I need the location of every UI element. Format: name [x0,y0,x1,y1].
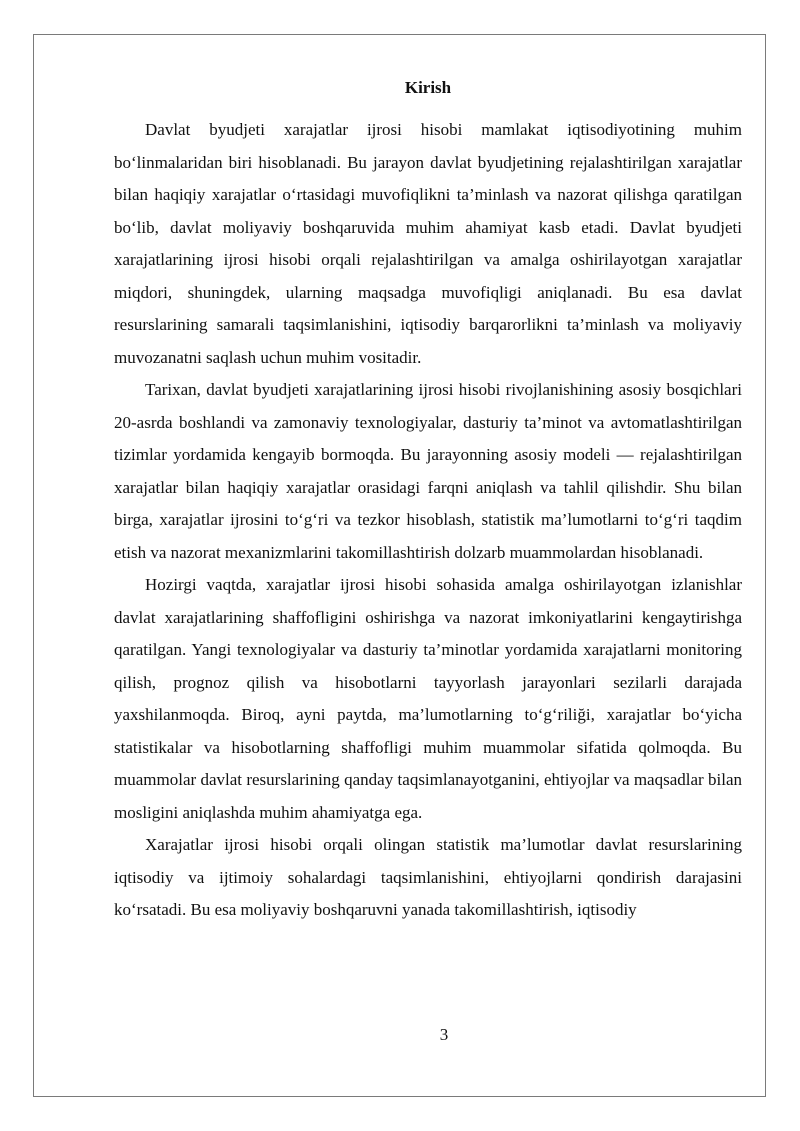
document-title: Kirish [404,78,452,97]
paragraph-1: Davlat byudjeti xarajatlar ijrosi hisobi mamlakat iqtisodiyotining muhim bo‘linmalaridan biri hisoblanadi. Bu jarayon davlat byudjetining rejalashtirilgan xarajatlar bilan haqiqiy xarajatlar o‘rtasidagi muvofiqlikni ta’minlash va nazorat qilishga qaratilgan bo‘lib, davlat moliyaviy boshqaruvida muhim ahamiyat kasb etadi. Davlat byudjeti xarajatlarining ijrosi hisobi orqali rejalashtirilgan va amalga oshirilayotgan xarajatlar miqdori, shuningdek, ularning maqsadga muvofiqligi aniqlanadi. Bu esa davlat resurslarining samarali taqsimlanishini, iqtisodiy barqarorlikni ta’minlash va moliyaviy muvozanatni saqlash uchun muhim vositadir. [114,120,742,367]
paragraph-3: Hozirgi vaqtda, xarajatlar ijrosi hisobi sohasida amalga oshirilayotgan izlanishlar davlat xarajatlarining shaffofligini oshirishga va nazorat imkoniyatlarini kengaytirishga qaratilgan. Yangi texnologiyalar va dasturiy ta’minotlar yordamida xarajatlarni monitoring qilish, prognoz qilish va hisobotlarni tayyorlash jarayonlari sezilarli darajada yaxshilanmoqda. Biroq, ayni paytda, ma’lumotlarning to‘g‘riliği, xarajatlar bo‘yicha statistikalar va hisobotlarning shaffofligi muhim muammolar sifatida qolmoqda. Bu muammolar davlat resurslarining qanday taqsimlanayotganini, ehtiyojlar va maqsadlar bilan mosligini aniqlashda muhim ahamiyatga ega. [114,575,742,822]
paragraph-4: Xarajatlar ijrosi hisobi orqali olingan statistik ma’lumotlar davlat resurslarining iqtisodiy va ijtimoiy sohalardagi taqsimlanishini, ehtiyojlarni qondirish darajasini ko‘rsatadi. Bu esa moliyaviy boshqaruvni yanada takomillashtirish, iqtisodiy [114,835,742,919]
paragraph-2: Tarixan, davlat byudjeti xarajatlarining ijrosi hisobi rivojlanishining asosiy bosqichlari 20-asrda boshlandi va zamonaviy texnologiyalar, dasturiy ta’minot va avtomatlashtirilgan tizimlar yordamida kengayib bormoqda. Bu jarayonning asosiy modeli — rejalashtirilgan xarajatlar bilan haqiqiy xarajatlar orasidagi farqni aniqlash va tahlil qilishdir. Shu bilan birga, xarajatlar ijrosini to‘g‘ri va tezkor hisoblash, statistik ma’lumotlarni to‘g‘ri taqdim etish va nazorat mexanizmlarini takomillashtirish dolzarb muammolardan hisoblanadi. [114,380,742,562]
page-number: 3 [439,1025,449,1044]
document-body [114,72,742,927]
